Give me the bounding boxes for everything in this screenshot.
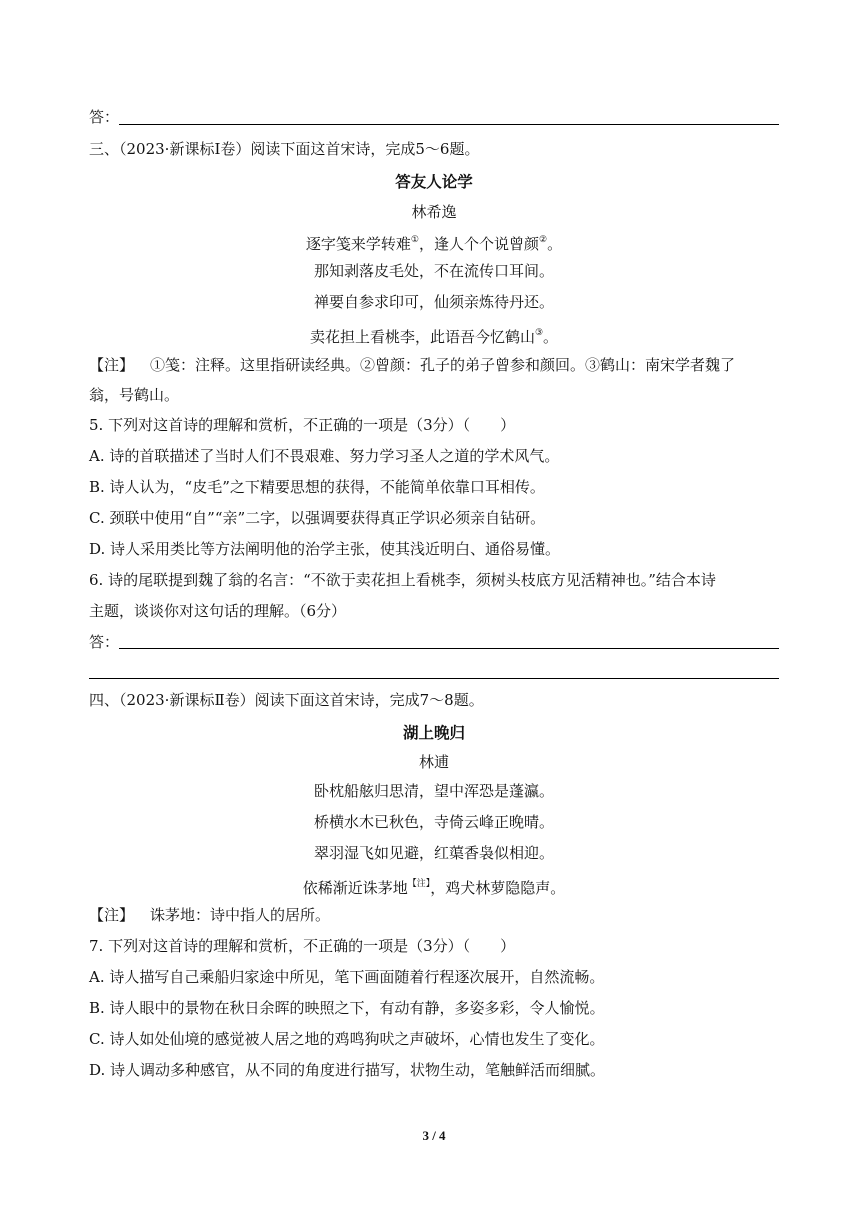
poem2-line4-part2: ，鸡犬林萝隐隐声。	[430, 879, 566, 897]
poem2-author: 林逋	[418, 753, 449, 771]
question-5: 5. 下列对这首诗的理解和赏析，不正确的一项是（3分）（ ）	[89, 416, 516, 434]
note-label-2: 【注】	[89, 906, 135, 924]
answer-line-top[interactable]	[119, 124, 779, 125]
poem1-line2: 那知剥落皮毛处，不在流传口耳间。	[313, 262, 554, 280]
poem2-line3: 翠羽湿飞如见避，红蕖香袅似相迎。	[313, 844, 554, 862]
poem1-line4-part1: 卖花担上看桃李，此语吾今忆鹤山	[309, 328, 535, 346]
footnote-marker-3: ③	[534, 328, 544, 338]
poem2-line4	[0, 874, 868, 898]
poem1-author: 林希逸	[411, 203, 457, 221]
question-7: 7. 下列对这首诗的理解和赏析，不正确的一项是（3分）（ ）	[89, 937, 516, 955]
poem2-line2: 桥横水木已秋色，寺倚云峰正晚晴。	[313, 813, 554, 831]
poem1-line4	[0, 323, 868, 347]
q5-option-c: C. 颈联中使用“自”“亲”二字，以强调要获得真正学识必须亲自钻研。	[89, 509, 546, 527]
footnote-marker-1: ①	[410, 235, 419, 245]
poem1-line4-part2: 。	[543, 328, 559, 346]
poem1-line3: 禅要自参求印可，仙须亲炼待丹还。	[313, 293, 554, 311]
q7-option-d: D. 诗人调动多种感官，从不同的角度进行描写，状物生动，笔触鲜活而细腻。	[89, 1061, 606, 1079]
section3-heading: 三、（2023·新课标Ⅰ卷）阅读下面这首宋诗，完成5～6题。	[89, 140, 480, 158]
answer-line-6b[interactable]	[89, 678, 779, 679]
answer-label-top: 答：	[89, 108, 120, 126]
footnote-marker-4: 【注】	[407, 879, 431, 889]
note-text-1-cont: 翁，号鹤山。	[89, 386, 180, 404]
note-text-1: ①笺：注释。这里指研读经典。②曾颜：孔子的弟子曾参和颜回。③鹤山：南宋学者魏了	[150, 356, 736, 374]
q7-option-a: A. 诗人描写自己乘船归家途中所见，笔下画面随着行程逐次展开，自然流畅。	[89, 968, 605, 986]
poem1-line1	[0, 230, 868, 254]
answer-line-6a[interactable]	[119, 648, 779, 649]
q7-option-c: C. 诗人如处仙境的感觉被人居之地的鸡鸣狗吠之声破坏，心情也发生了变化。	[89, 1030, 605, 1048]
poem1-line1-part2: ，逢人个个说曾颜	[418, 235, 539, 253]
q5-option-d: D. 诗人采用类比等方法阐明他的治学主张，使其浅近明白、通俗易懂。	[89, 540, 561, 558]
q5-option-a: A. 诗的首联描述了当时人们不畏艰难、努力学习圣人之道的学术风气。	[89, 447, 560, 465]
poem2-line1: 卧枕船舷归思清，望中浑恐是蓬瀛。	[313, 782, 554, 800]
q7-option-b: B. 诗人眼中的景物在秋日余晖的映照之下，有动有静，多姿多彩，令人愉悦。	[89, 999, 605, 1017]
poem1-title: 答友人论学	[395, 173, 473, 191]
note-text-2: 诛茅地：诗中指人的居所。	[150, 906, 331, 924]
footnote-marker-2: ②	[539, 235, 548, 245]
question-6-line2: 主题，谈谈你对这句话的理解。（6分）	[89, 602, 347, 620]
page-number: 3 / 4	[422, 1128, 446, 1143]
poem2-title: 湖上晚归	[402, 724, 465, 742]
section4-heading: 四、（2023·新课标Ⅱ卷）阅读下面这首宋诗，完成7～8题。	[89, 691, 484, 709]
q5-option-b: B. 诗人认为，“皮毛”之下精要思想的获得，不能简单依靠口耳相传。	[89, 478, 545, 496]
poem1-line1-part3: 。	[547, 235, 563, 253]
question-6-line1: 6. 诗的尾联提到魏了翁的名言：“不欲于卖花担上看桃李，须树头枝底方见活精神也。”结合本诗	[89, 571, 716, 589]
answer-label-6: 答：	[89, 633, 120, 651]
note-label-1: 【注】	[89, 356, 135, 374]
poem2-line4-part1: 依稀渐近诛茅地	[302, 879, 408, 897]
poem1-line1-part1: 逐字笺来学转难	[305, 235, 411, 253]
